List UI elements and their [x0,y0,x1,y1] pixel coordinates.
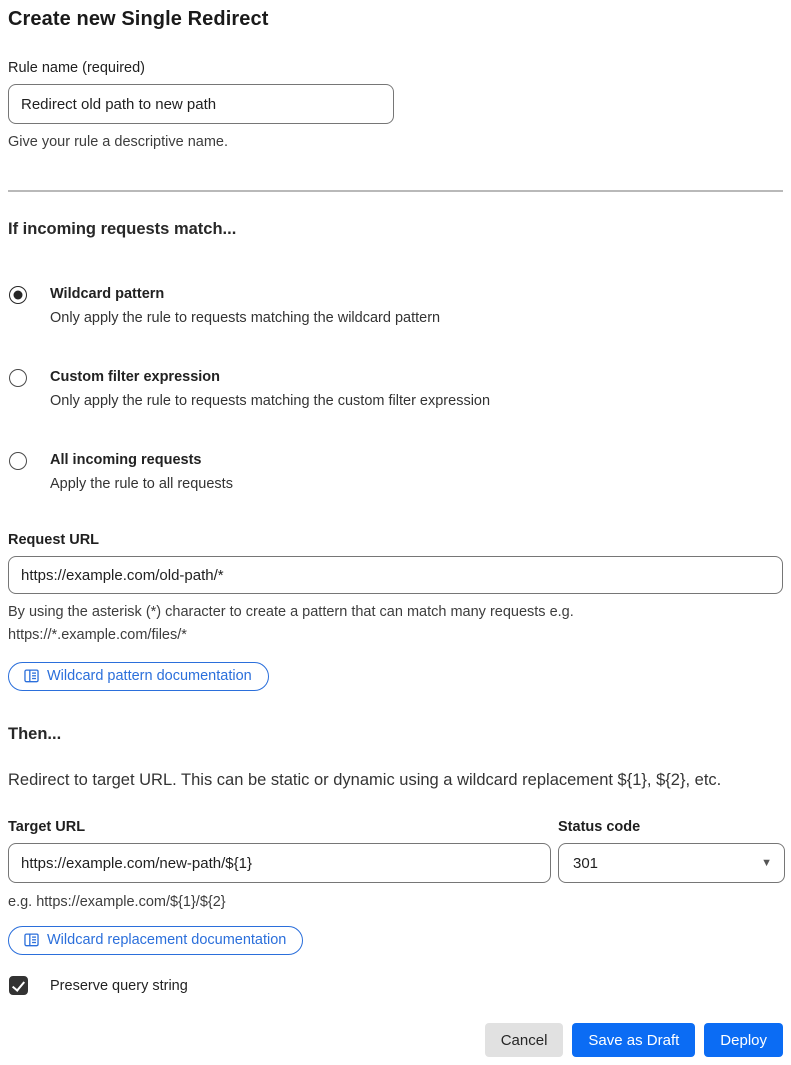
wildcard-pattern-docs-button[interactable] [8,662,269,691]
section-divider [8,190,783,192]
target-url-label: Target URL [8,819,86,835]
deploy-button[interactable]: Deploy [704,1023,783,1057]
book-open-icon [24,933,39,947]
match-section-heading: If incoming requests match... [8,220,237,238]
status-code-select[interactable] [558,843,785,883]
chevron-down-icon: ▼ [761,857,772,869]
rule-name-input[interactable] [8,84,394,124]
radio-button-icon[interactable] [9,452,27,470]
radio-option-wildcard-pattern[interactable] [8,283,783,330]
radio-option-label: Wildcard pattern [50,286,165,302]
doc-button-label: Wildcard replacement documentation [47,932,287,948]
radio-option-label: All incoming requests [50,452,202,468]
radio-option-description: Only apply the rule to requests matching the custom filter expression [50,393,491,409]
rule-name-help: Give your rule a descriptive name. [8,134,229,150]
request-url-input[interactable] [8,556,783,594]
book-open-icon [24,669,39,683]
radio-option-all-requests[interactable] [8,449,783,496]
target-url-input[interactable] [8,843,551,883]
request-url-label: Request URL [8,532,100,548]
rule-name-label: Rule name (required) [8,60,146,76]
radio-option-description: Only apply the rule to requests matching the wildcard pattern [50,310,441,326]
cancel-button[interactable]: Cancel [485,1023,564,1057]
target-url-help: e.g. https://example.com/${1}/${2} [8,894,226,910]
radio-option-description: Apply the rule to all requests [50,476,233,492]
page-title: Create new Single Redirect [8,8,269,30]
doc-button-label: Wildcard pattern documentation [47,668,252,684]
preserve-query-label: Preserve query string [50,977,188,994]
save-as-draft-button[interactable]: Save as Draft [572,1023,695,1057]
checkbox-icon[interactable] [9,976,28,995]
request-url-help-line2: https://*.example.com/files/* [8,627,187,643]
wildcard-replacement-docs-button[interactable] [8,926,303,955]
radio-option-custom-filter[interactable] [8,366,783,413]
then-description: Redirect to target URL. This can be static or dynamic using a wildcard replacement ${1}, ${2}, etc. [8,771,722,789]
then-section-heading: Then... [8,725,62,743]
request-url-help-line1: By using the asterisk (*) character to create a pattern that can match many requests e.g. [8,604,574,620]
status-code-value: 301 [573,854,599,872]
match-type-radio-group [8,283,783,496]
radio-button-icon[interactable] [9,369,27,387]
form-actions [8,1023,783,1065]
radio-button-icon[interactable] [9,286,27,304]
preserve-query-row[interactable] [8,976,783,995]
radio-option-label: Custom filter expression [50,369,221,385]
request-url-help [8,601,783,647]
status-code-label: Status code [558,819,641,835]
